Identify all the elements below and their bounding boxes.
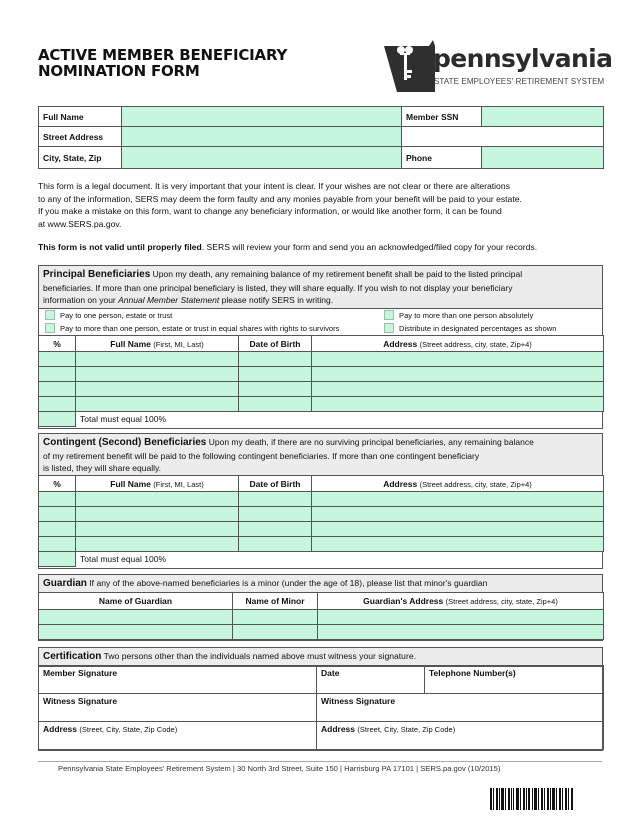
guardian-address-input[interactable] <box>318 625 604 640</box>
principal-heading: Principal Beneficiaries <box>43 269 151 280</box>
guardian-table <box>38 592 604 640</box>
guardian-address-header <box>318 593 604 610</box>
intro-line: If you make a mistake on this form, want to change any beneficiary information, or would like another form, it can be found <box>38 206 502 217</box>
witness1-address-field[interactable] <box>39 722 317 750</box>
address-header-text: Address <box>383 338 418 349</box>
guardian-address-header-text: Guardian's Address <box>363 596 444 606</box>
phone-label: Phone <box>402 147 482 169</box>
pct-header: % <box>39 336 76 352</box>
pct-total-input[interactable] <box>39 412 76 427</box>
address-input[interactable] <box>312 537 604 552</box>
guardian-heading: Guardian <box>43 578 87 589</box>
full-name-label: Full Name <box>39 107 122 127</box>
principal-text: information on your <box>43 295 119 305</box>
address-header-text: Address <box>383 478 418 489</box>
minor-name-input[interactable] <box>233 610 318 625</box>
intro-line: to any of the information, SERS may deem the form faulty and any monies payable from your benefit will be paid to your estate. <box>38 193 522 204</box>
pct-input[interactable] <box>39 492 76 507</box>
name-input[interactable] <box>76 367 239 382</box>
witness1-address-label: Address <box>43 724 78 734</box>
full-name-header <box>76 336 239 352</box>
witness2-signature-label: Witness Signature <box>321 696 396 706</box>
intro-line: This form is a legal document. It is very important that your intent is clear. If your wishes are not clear or there are alterations <box>38 181 510 191</box>
contingent-text: is listed, they will share equally. <box>43 463 161 473</box>
city-state-zip-input[interactable] <box>122 147 402 169</box>
name-input[interactable] <box>76 522 239 537</box>
address-input[interactable] <box>312 507 604 522</box>
address-input[interactable] <box>312 397 604 412</box>
address-input[interactable] <box>312 352 604 367</box>
address-input[interactable] <box>312 522 604 537</box>
logo-wordmark: pennsylvania <box>433 44 613 73</box>
guardian-name-header: Name of Guardian <box>39 593 233 610</box>
validity-note-bold: This form is not valid until properly filed <box>38 242 202 252</box>
principal-text: Upon my death, any remaining balance of my retirement benefit shall be paid to the listed principal <box>152 269 523 279</box>
pct-input[interactable] <box>39 507 76 522</box>
full-name-header-text: Full Name <box>110 338 151 349</box>
address-header <box>312 336 604 352</box>
pct-input[interactable] <box>39 522 76 537</box>
full-name-header <box>76 476 239 492</box>
option-more-absolutely-checkbox[interactable] <box>384 310 394 320</box>
full-name-hint: (First, MI, Last) <box>153 339 204 349</box>
guardian-address-input[interactable] <box>318 610 604 625</box>
dob-header: Date of Birth <box>239 476 312 492</box>
street-address-input[interactable] <box>122 127 402 147</box>
date-field[interactable] <box>317 666 425 694</box>
option-percentages-checkbox[interactable] <box>384 323 394 333</box>
city-state-zip-label: City, State, Zip <box>39 147 122 169</box>
dob-input[interactable] <box>239 537 312 552</box>
witness2-address-field[interactable] <box>317 722 604 750</box>
principal-table <box>38 335 604 427</box>
pct-input[interactable] <box>39 537 76 552</box>
dob-input[interactable] <box>239 352 312 367</box>
option-one-person-checkbox[interactable] <box>45 310 55 320</box>
certification-table <box>38 665 604 750</box>
address-header <box>312 476 604 492</box>
form-title <box>38 47 287 79</box>
minor-name-input[interactable] <box>233 625 318 640</box>
name-input[interactable] <box>76 507 239 522</box>
certification-heading: Certification <box>43 651 102 662</box>
footer-text: Pennsylvania State Employees' Retirement System | 30 North 3rd Street, Suite 150 | Harrisburg PA 17101 | SERS.pa.gov (10/2015) <box>58 764 501 773</box>
option-label: Pay to more than one person absolutely <box>399 310 534 320</box>
intro-paragraph <box>38 180 608 230</box>
dob-input[interactable] <box>239 522 312 537</box>
certification-text: Two persons other than the individuals named above must witness your signature. <box>103 651 416 661</box>
validity-note-rest: . SERS will review your form and send you an acknowledged/filed copy for your records. <box>201 242 538 252</box>
pct-input[interactable] <box>39 367 76 382</box>
guardian-text: If any of the above-named beneficiaries is a minor (under the age of 18), please list that minor's guardian <box>89 578 488 588</box>
date-label: Date <box>321 668 340 678</box>
intro-line: at www.SERS.pa.gov. <box>38 218 122 229</box>
option-label: Distribute in designated percentages as shown <box>399 323 557 333</box>
option-equal-shares-checkbox[interactable] <box>45 323 55 333</box>
pct-input[interactable] <box>39 352 76 367</box>
option-label: Pay to one person, estate or trust <box>60 310 173 320</box>
witness2-address-hint: (Street, City, State, Zip Code) <box>357 725 456 734</box>
telephone-field[interactable] <box>425 666 604 694</box>
logo-subtitle: STATE EMPLOYEES' RETIREMENT SYSTEM <box>434 77 605 86</box>
address-hint: (Street address, city, state, Zip+4) <box>419 479 532 489</box>
phone-input[interactable] <box>482 147 604 169</box>
street-address-blank <box>402 127 604 147</box>
name-input[interactable] <box>76 537 239 552</box>
full-name-input[interactable] <box>122 107 402 127</box>
validity-note <box>38 241 608 254</box>
dob-input[interactable] <box>239 492 312 507</box>
name-input[interactable] <box>76 352 239 367</box>
minor-name-header: Name of Minor <box>233 593 318 610</box>
contingent-heading: Contingent (Second) Beneficiaries <box>43 437 207 448</box>
name-input[interactable] <box>76 492 239 507</box>
option-one-person[interactable] <box>45 310 172 320</box>
principal-header <box>39 266 602 309</box>
barcode-icon <box>490 788 574 810</box>
address-input[interactable] <box>312 382 604 397</box>
pct-input[interactable] <box>39 382 76 397</box>
member-ssn-label: Member SSN <box>402 107 482 127</box>
street-address-label: Street Address <box>39 127 122 147</box>
address-input[interactable] <box>312 492 604 507</box>
form-title-line1: ACTIVE MEMBER BENEFICIARY <box>38 46 288 64</box>
full-name-header-text: Full Name <box>110 478 151 489</box>
telephone-label: Telephone Number(s) <box>429 668 516 678</box>
form-title-line2: NOMINATION FORM <box>38 62 200 80</box>
full-name-hint: (First, MI, Last) <box>153 479 204 489</box>
option-equal-shares[interactable] <box>45 323 339 333</box>
member-signature-field[interactable] <box>39 666 317 694</box>
contingent-header <box>39 434 602 477</box>
contingent-table <box>38 475 604 567</box>
witness2-address-label: Address <box>321 724 356 734</box>
guardian-name-input[interactable] <box>39 610 233 625</box>
address-hint: (Street address, city, state, Zip+4) <box>419 339 532 349</box>
witness2-signature-field[interactable] <box>317 694 604 722</box>
option-more-absolutely[interactable] <box>384 310 533 320</box>
member-signature-label: Member Signature <box>43 668 118 678</box>
dob-input[interactable] <box>239 507 312 522</box>
member-info-table <box>38 106 604 169</box>
footer-divider <box>38 761 602 762</box>
witness1-address-hint: (Street, City, State, Zip Code) <box>79 725 178 734</box>
dob-input[interactable] <box>239 382 312 397</box>
option-label: Pay to more than one person, estate or trust in equal shares with rights to survivors <box>60 323 340 333</box>
witness1-signature-field[interactable] <box>39 694 317 722</box>
member-ssn-input[interactable] <box>482 107 604 127</box>
annual-statement-italic: Annual Member Statement <box>118 295 220 305</box>
principal-total-label: Total must equal 100% <box>76 412 604 427</box>
name-input[interactable] <box>76 397 239 412</box>
dob-input[interactable] <box>239 367 312 382</box>
option-percentages[interactable] <box>384 323 556 333</box>
pct-header: % <box>39 476 76 492</box>
witness1-signature-label: Witness Signature <box>43 696 118 706</box>
name-input[interactable] <box>76 382 239 397</box>
principal-text: beneficiaries. If more than one principal beneficiary is listed, they will share equally. If you wish to not display your beneficiary <box>43 282 513 293</box>
dob-header: Date of Birth <box>239 336 312 352</box>
principal-text: please notify SERS in writing. <box>219 295 334 305</box>
guardian-address-hint: (Street address, city, state, Zip+4) <box>445 597 558 606</box>
contingent-text: of my retirement benefit will be paid to the following contingent beneficiaries. If more than one contingent beneficiary <box>43 450 480 461</box>
contingent-text: Upon my death, if there are no surviving principal beneficiaries, any remaining balance <box>208 437 534 447</box>
contingent-total-label: Total must equal 100% <box>76 552 604 567</box>
dob-input[interactable] <box>239 397 312 412</box>
pct-input[interactable] <box>39 397 76 412</box>
guardian-name-input[interactable] <box>39 625 233 640</box>
pct-total-input[interactable] <box>39 552 76 567</box>
address-input[interactable] <box>312 367 604 382</box>
